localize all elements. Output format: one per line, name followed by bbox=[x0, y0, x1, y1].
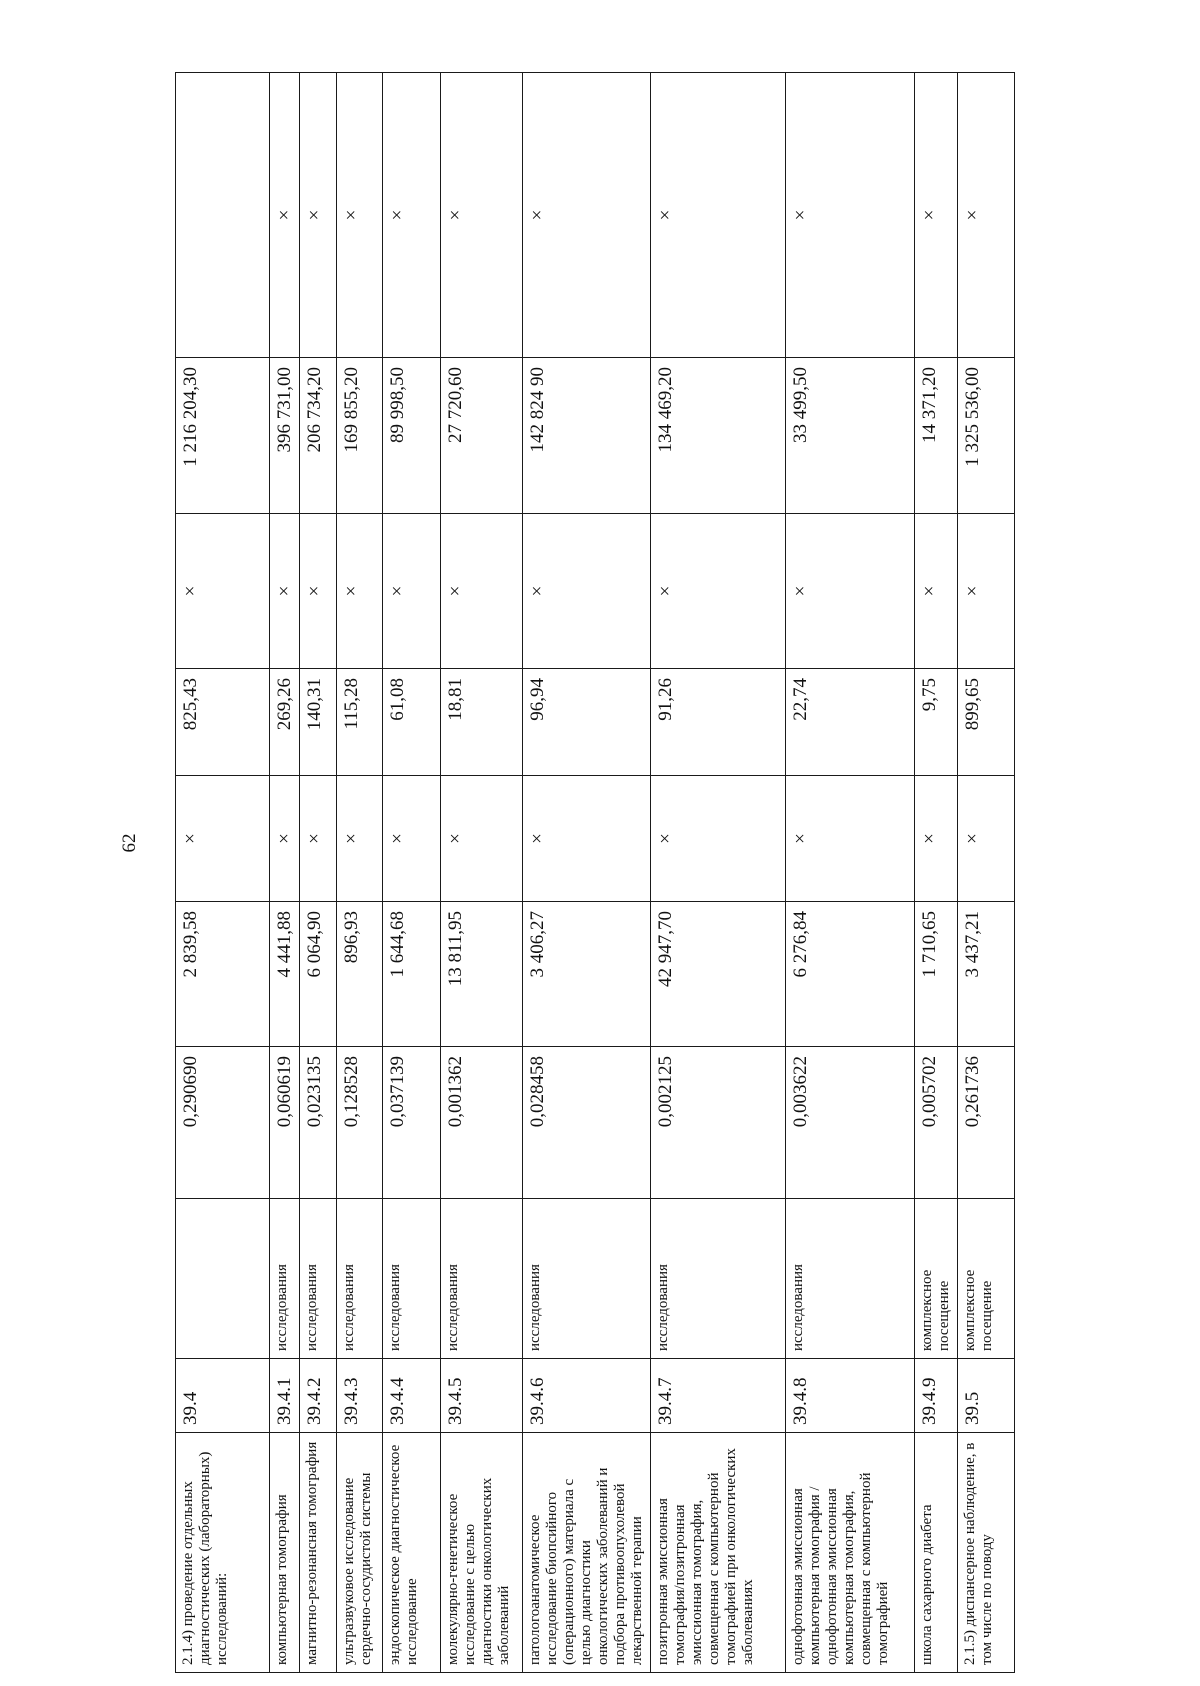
row-col6: × bbox=[441, 776, 523, 902]
row-code: 39.4.6 bbox=[523, 1359, 651, 1433]
row-code: 39.4.8 bbox=[786, 1359, 915, 1433]
row-col8: × bbox=[176, 514, 270, 669]
rotated-table-wrapper bbox=[175, 73, 1175, 1673]
row-code: 39.4.5 bbox=[441, 1359, 523, 1433]
row-unit: исследования bbox=[300, 1199, 337, 1359]
row-col6: × bbox=[523, 776, 651, 902]
row-cost: 1 710,65 bbox=[915, 902, 958, 1047]
row-col9: 169 855,20 bbox=[337, 358, 383, 514]
row-col10: × bbox=[915, 73, 958, 358]
row-cost: 6 064,90 bbox=[300, 902, 337, 1047]
row-norm: 0,001362 bbox=[441, 1047, 523, 1199]
row-col8: × bbox=[915, 514, 958, 669]
row-col10: × bbox=[786, 73, 915, 358]
row-name: 2.1.4) проведение отдельных диагностических (лабораторных) исследований: bbox=[176, 1433, 270, 1673]
row-col9: 14 371,20 bbox=[915, 358, 958, 514]
table-row bbox=[176, 73, 270, 1673]
row-col6: × bbox=[786, 776, 915, 902]
row-col7: 91,26 bbox=[651, 669, 786, 776]
table-row bbox=[958, 73, 1015, 1673]
row-col9: 27 720,60 bbox=[441, 358, 523, 514]
row-col7: 825,43 bbox=[176, 669, 270, 776]
row-name: школа сахарного диабета bbox=[915, 1433, 958, 1673]
row-unit: исследования bbox=[441, 1199, 523, 1359]
row-col8: × bbox=[270, 514, 300, 669]
row-col6: × bbox=[300, 776, 337, 902]
row-col6: × bbox=[915, 776, 958, 902]
row-name: молекулярно-генетическое исследование с целью диагностики онкологических заболеваний bbox=[441, 1433, 523, 1673]
row-cost: 3 437,21 bbox=[958, 902, 1015, 1047]
table-row bbox=[786, 73, 915, 1673]
row-unit: исследования bbox=[651, 1199, 786, 1359]
row-col8: × bbox=[651, 514, 786, 669]
table-row bbox=[523, 73, 651, 1673]
row-col7: 22,74 bbox=[786, 669, 915, 776]
table-body bbox=[176, 73, 1015, 1673]
row-cost: 13 811,95 bbox=[441, 902, 523, 1047]
row-col9: 1 325 536,00 bbox=[958, 358, 1015, 514]
row-cost: 3 406,27 bbox=[523, 902, 651, 1047]
row-col6: × bbox=[337, 776, 383, 902]
table-row bbox=[441, 73, 523, 1673]
row-col9: 134 469,20 bbox=[651, 358, 786, 514]
page-number: 62 bbox=[119, 833, 140, 853]
row-col10: × bbox=[441, 73, 523, 358]
row-col8: × bbox=[441, 514, 523, 669]
row-unit: комплексное посещение bbox=[958, 1199, 1015, 1359]
row-name: компьютерная томография bbox=[270, 1433, 300, 1673]
row-code: 39.5 bbox=[958, 1359, 1015, 1433]
row-code: 39.4.7 bbox=[651, 1359, 786, 1433]
row-col9: 142 824 90 bbox=[523, 358, 651, 514]
row-unit bbox=[176, 1199, 270, 1359]
row-col10: × bbox=[270, 73, 300, 358]
row-col8: × bbox=[786, 514, 915, 669]
table-row bbox=[915, 73, 958, 1673]
row-name: позитронная эмиссионная томография/позитронная эмиссионная томография, совмещенная с компьютерной томографией при онкологических заболеваниях bbox=[651, 1433, 786, 1673]
row-cost: 4 441,88 bbox=[270, 902, 300, 1047]
row-col8: × bbox=[300, 514, 337, 669]
row-unit: исследования bbox=[337, 1199, 383, 1359]
row-norm: 0,261736 bbox=[958, 1047, 1015, 1199]
row-norm: 0,037139 bbox=[383, 1047, 441, 1199]
row-norm: 0,005702 bbox=[915, 1047, 958, 1199]
row-col9: 396 731,00 bbox=[270, 358, 300, 514]
row-col8: × bbox=[383, 514, 441, 669]
row-col10: × bbox=[300, 73, 337, 358]
row-unit: комплексное посещение bbox=[915, 1199, 958, 1359]
table-row bbox=[300, 73, 337, 1673]
row-col9: 89 998,50 bbox=[383, 358, 441, 514]
row-col6: × bbox=[958, 776, 1015, 902]
row-code: 39.4.9 bbox=[915, 1359, 958, 1433]
row-name: 2.1.5) диспансерное наблюдение, в том числе по поводу bbox=[958, 1433, 1015, 1673]
row-norm: 0,028458 bbox=[523, 1047, 651, 1199]
row-col7: 115,28 bbox=[337, 669, 383, 776]
row-name: патологоанатомическое исследование биопсийного (операционного) материала с целью диагностики онкологических заболеваний и подбора противоопухолевой лекарственной терапии bbox=[523, 1433, 651, 1673]
row-name: однофотонная эмиссионная компьютерная томография / однофотонная эмиссионная компьютерная томография, совмещенная с компьютерной томографией bbox=[786, 1433, 915, 1673]
row-col6: × bbox=[651, 776, 786, 902]
table-row bbox=[383, 73, 441, 1673]
row-unit: исследования bbox=[786, 1199, 915, 1359]
row-cost: 6 276,84 bbox=[786, 902, 915, 1047]
row-unit: исследования bbox=[270, 1199, 300, 1359]
row-col10: × bbox=[651, 73, 786, 358]
table-row bbox=[270, 73, 300, 1673]
row-name: эндоскопическое диагностическое исследование bbox=[383, 1433, 441, 1673]
row-col7: 61,08 bbox=[383, 669, 441, 776]
row-col9: 33 499,50 bbox=[786, 358, 915, 514]
row-col6: × bbox=[270, 776, 300, 902]
row-name: магнитно-резонансная томография bbox=[300, 1433, 337, 1673]
row-code: 39.4.2 bbox=[300, 1359, 337, 1433]
row-norm: 0,128528 bbox=[337, 1047, 383, 1199]
row-col8: × bbox=[958, 514, 1015, 669]
table-row bbox=[651, 73, 786, 1673]
row-col7: 899,65 bbox=[958, 669, 1015, 776]
row-norm: 0,002125 bbox=[651, 1047, 786, 1199]
row-unit: исследования bbox=[383, 1199, 441, 1359]
row-col7: 18,81 bbox=[441, 669, 523, 776]
row-col9: 1 216 204,30 bbox=[176, 358, 270, 514]
row-col7: 140,31 bbox=[300, 669, 337, 776]
row-col8: × bbox=[337, 514, 383, 669]
row-col6: × bbox=[383, 776, 441, 902]
row-cost: 2 839,58 bbox=[176, 902, 270, 1047]
row-norm: 0,003622 bbox=[786, 1047, 915, 1199]
row-norm: 0,060619 bbox=[270, 1047, 300, 1199]
row-cost: 896,93 bbox=[337, 902, 383, 1047]
row-cost: 1 644,68 bbox=[383, 902, 441, 1047]
row-col9: 206 734,20 bbox=[300, 358, 337, 514]
row-col10: × bbox=[337, 73, 383, 358]
row-code: 39.4.1 bbox=[270, 1359, 300, 1433]
row-col6: × bbox=[176, 776, 270, 902]
row-col10: × bbox=[383, 73, 441, 358]
row-norm: 0,290690 bbox=[176, 1047, 270, 1199]
row-col7: 9,75 bbox=[915, 669, 958, 776]
row-name: ультразвуковое исследование сердечно-сосудистой системы bbox=[337, 1433, 383, 1673]
row-col10: × bbox=[958, 73, 1015, 358]
row-norm: 0,023135 bbox=[300, 1047, 337, 1199]
row-unit: исследования bbox=[523, 1199, 651, 1359]
table-row bbox=[337, 73, 383, 1673]
row-cost: 42 947,70 bbox=[651, 902, 786, 1047]
row-col7: 269,26 bbox=[270, 669, 300, 776]
row-code: 39.4.3 bbox=[337, 1359, 383, 1433]
tariff-table bbox=[175, 72, 1015, 1673]
row-col8: × bbox=[523, 514, 651, 669]
row-col7: 96,94 bbox=[523, 669, 651, 776]
row-col10: × bbox=[523, 73, 651, 358]
row-col10 bbox=[176, 73, 270, 358]
row-code: 39.4.4 bbox=[383, 1359, 441, 1433]
row-code: 39.4 bbox=[176, 1359, 270, 1433]
